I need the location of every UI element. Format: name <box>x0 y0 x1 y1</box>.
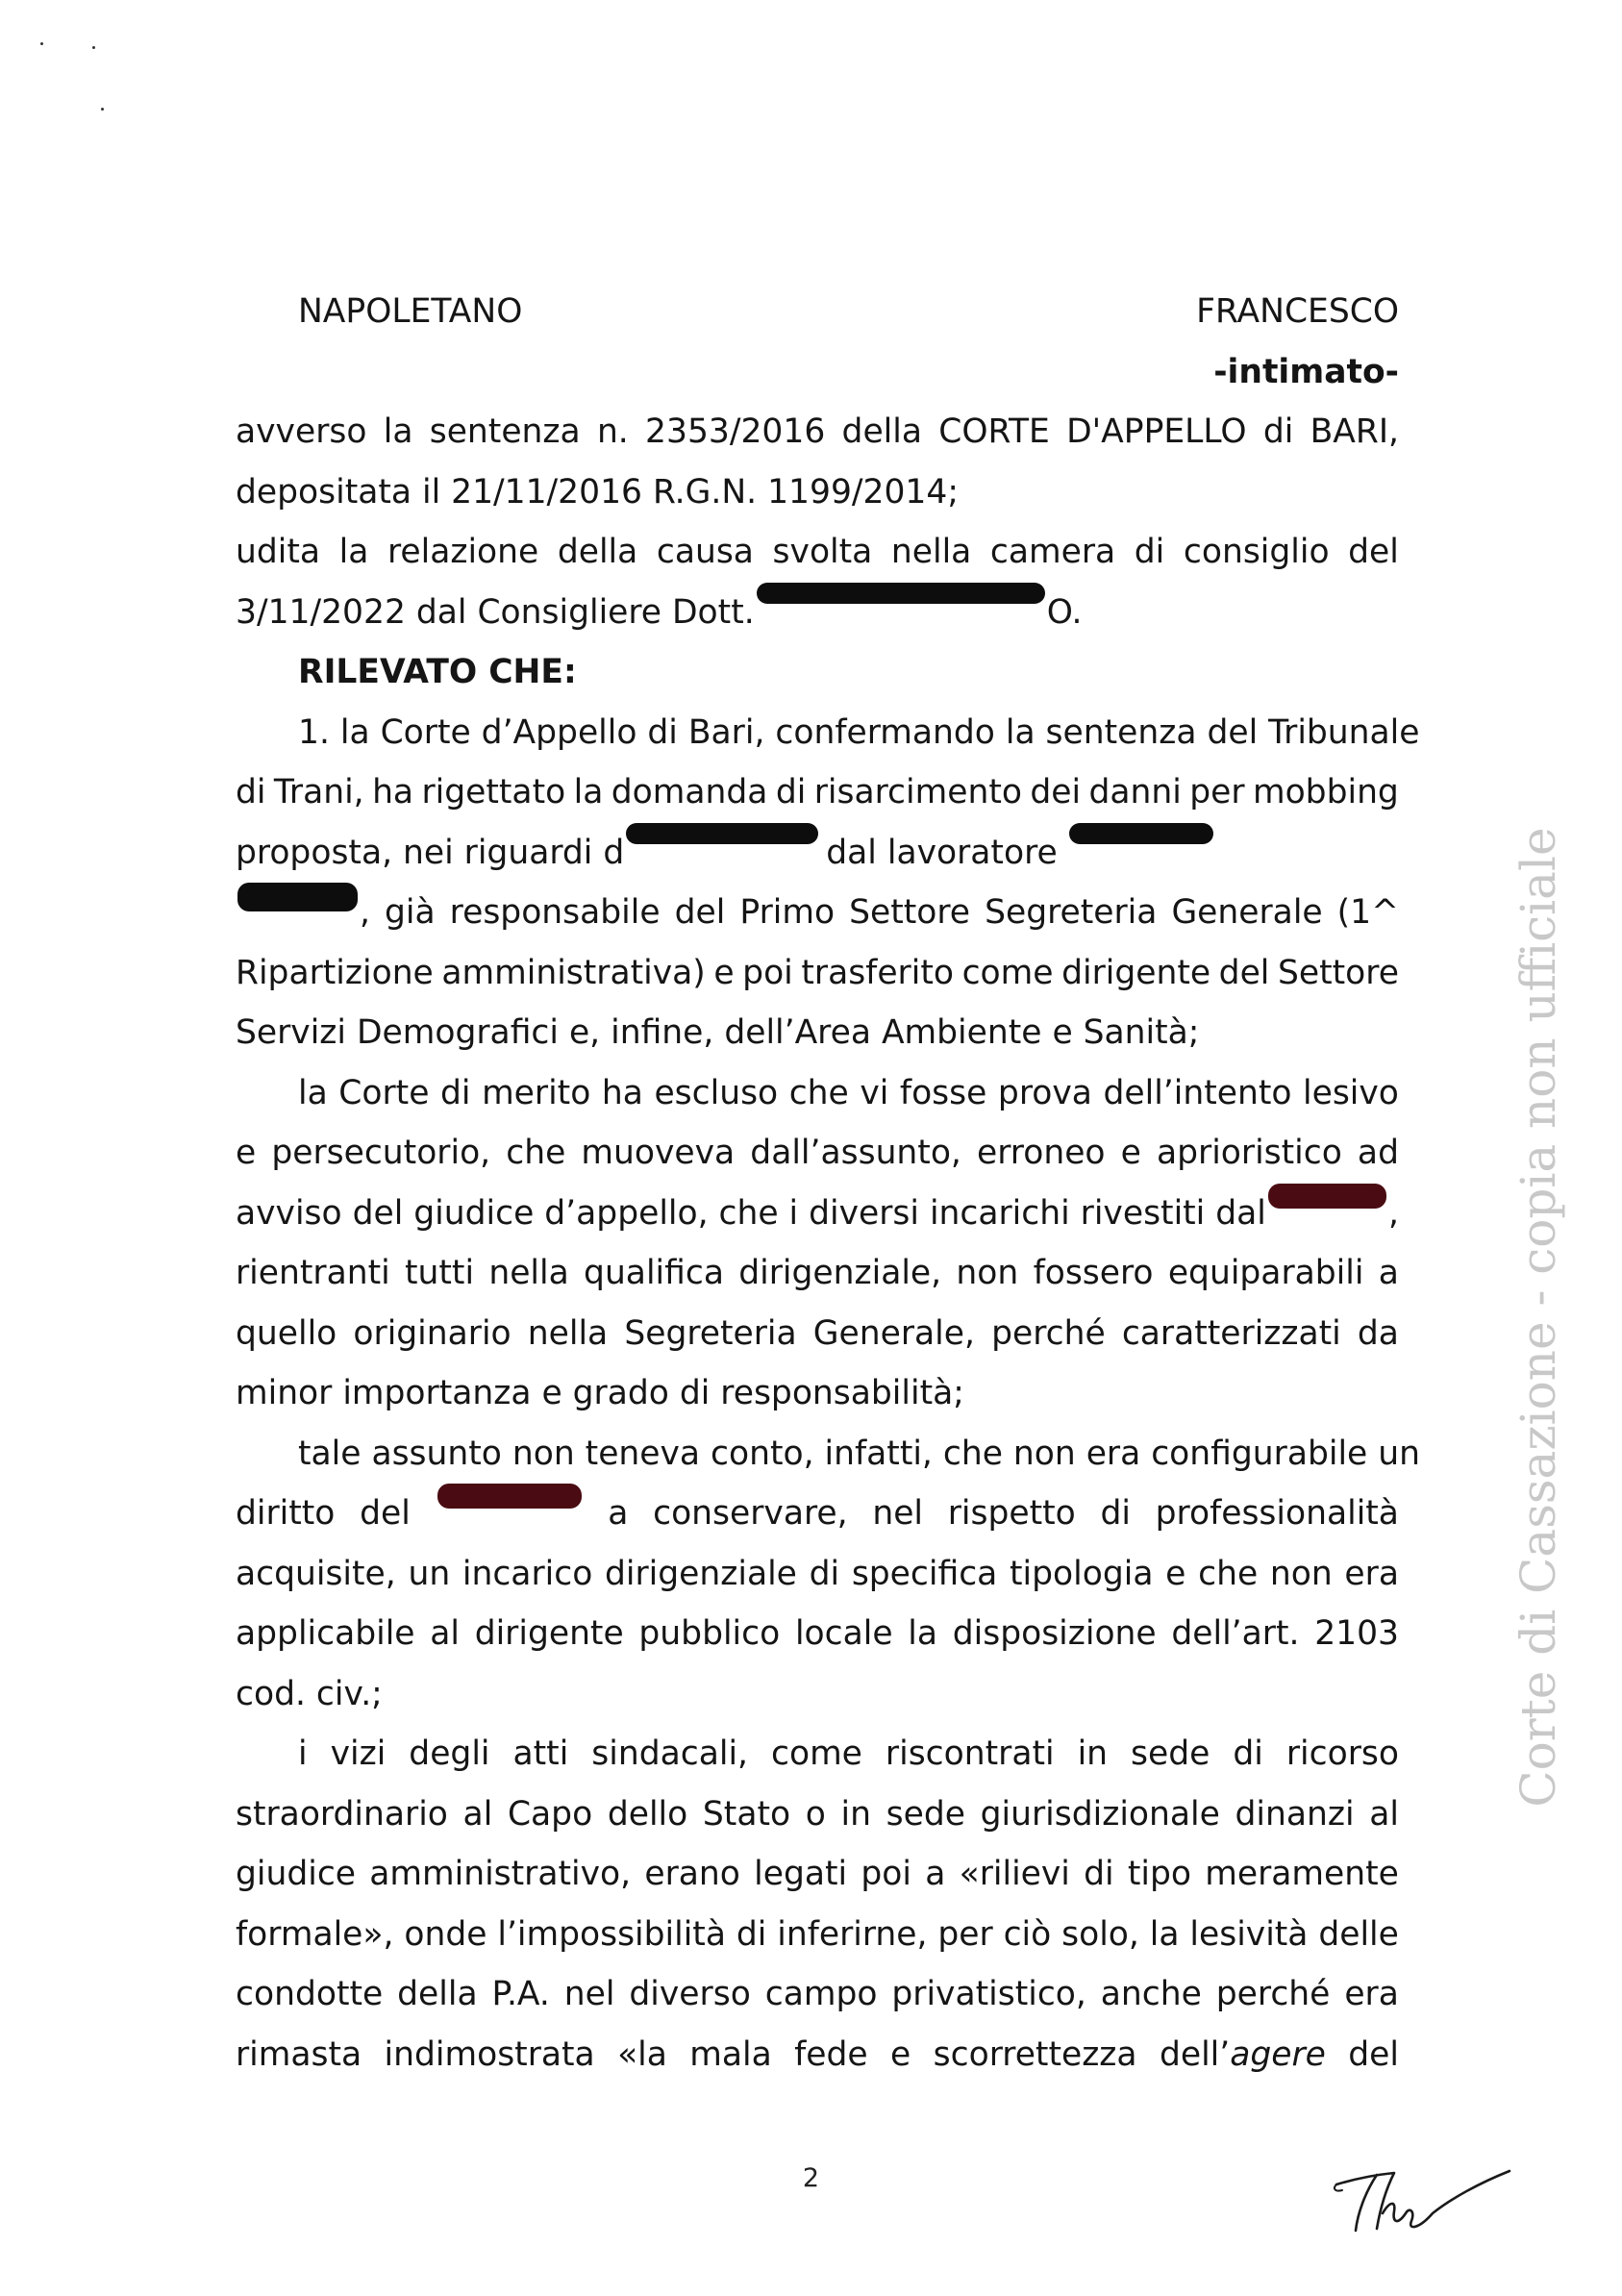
line-word: a <box>1378 1254 1399 1292</box>
line <box>236 703 1420 763</box>
header-party-line <box>298 282 1399 342</box>
line-word: nella <box>890 533 972 571</box>
line-word: diverso <box>629 1975 751 2013</box>
line-word: dirigenziale, <box>738 1254 942 1292</box>
line-word: vi <box>860 1073 889 1112</box>
line-word: cod. civ.; <box>236 1674 383 1713</box>
line-word: Segreteria <box>624 1313 797 1353</box>
line-word: o <box>805 1794 826 1834</box>
line-word: giudice <box>236 1855 357 1893</box>
line <box>236 1304 1399 1364</box>
redaction-mark <box>757 583 1045 604</box>
line-word: i <box>298 1734 308 1773</box>
line-word: danni <box>1088 773 1182 811</box>
line-word: lesività <box>1189 1914 1309 1954</box>
line-word: dell’intento <box>1103 1073 1292 1112</box>
line-word: meramente <box>1205 1855 1399 1893</box>
line-word: tutti <box>405 1254 475 1292</box>
line-word: in <box>1077 1734 1109 1773</box>
italic-word: agere <box>1230 2034 1326 2074</box>
line <box>236 1964 1399 2025</box>
line-word: equiparabili <box>1167 1254 1364 1292</box>
line-text: 3/11/2022 dal Consigliere Dott. <box>236 592 755 632</box>
line-word: atti <box>512 1734 569 1773</box>
line-word: di <box>1134 533 1165 571</box>
line-word: lesivo <box>1303 1073 1399 1112</box>
line-text: dell’ <box>1159 2034 1231 2074</box>
party-name: FRANCESCO <box>1196 292 1399 331</box>
line <box>236 1363 1399 1424</box>
line-word: la <box>573 773 604 811</box>
line-word: era <box>1344 1554 1399 1593</box>
redaction-mark <box>1069 823 1213 844</box>
line-word: mobbing <box>1252 773 1399 811</box>
line-word: del <box>1218 953 1270 992</box>
line-word: udita <box>236 533 321 571</box>
line <box>236 1063 1399 1124</box>
line-word: dirigenziale <box>605 1554 797 1593</box>
line-word: di <box>775 773 807 811</box>
line <box>236 883 1399 943</box>
line-word: Ripartizione <box>236 953 434 992</box>
line-word: al <box>462 1794 493 1834</box>
line-word: fossero <box>1033 1254 1154 1292</box>
line-word: e <box>890 2034 911 2074</box>
line-word: che <box>506 1134 566 1172</box>
line-word: professionalità <box>1155 1494 1399 1533</box>
line-word: amministrativa) <box>441 953 706 992</box>
line-word: straordinario <box>236 1794 448 1834</box>
line-word: relazione <box>387 533 539 571</box>
line-word: mala <box>689 2034 772 2074</box>
scan-speck <box>101 108 104 111</box>
line <box>236 1123 1399 1184</box>
line <box>236 1484 1399 1544</box>
line-word: Generale, <box>812 1313 975 1353</box>
party-role-line <box>236 342 1399 403</box>
line-word: depositata il 21/11/2016 R.G.N. 1199/2014; <box>236 472 959 512</box>
line-word: condotte <box>236 1975 384 2013</box>
line-word: diritto <box>236 1494 336 1533</box>
line-word: dello <box>607 1794 688 1834</box>
line-text: avviso del giudice d’appello, che i diversi incarichi rivestiti dal <box>236 1193 1266 1233</box>
line-word: legati <box>754 1855 848 1893</box>
line-word: la <box>383 412 413 451</box>
line-word: di <box>1262 412 1294 451</box>
redaction-mark <box>626 823 818 844</box>
line-word: da <box>1357 1313 1399 1353</box>
line <box>236 1905 1399 1965</box>
line-word: a <box>925 1855 946 1893</box>
line-word: rispetto <box>947 1494 1076 1533</box>
line-word: del <box>1348 2034 1399 2074</box>
line-word: ad <box>1357 1134 1399 1172</box>
line-word: Servizi Demografici e, infine, dell’Area Ambiente e Sanità; <box>236 1013 1200 1052</box>
line <box>236 1844 1399 1905</box>
line-word: ciò <box>1003 1914 1052 1954</box>
line-word: Capo <box>507 1794 593 1834</box>
line <box>236 1243 1399 1304</box>
line-word: acquisite, <box>236 1554 396 1593</box>
line <box>236 402 1399 462</box>
line-word: consiglio <box>1183 533 1330 571</box>
line-word: poi <box>742 953 793 992</box>
line-word: come <box>771 1734 862 1773</box>
line <box>236 522 1399 583</box>
line-word: che <box>1198 1554 1259 1593</box>
line-word: aprioristico <box>1156 1134 1342 1172</box>
line-word: scorrettezza <box>933 2034 1137 2074</box>
line-word: originario <box>353 1313 512 1353</box>
line-word: ha <box>372 773 414 811</box>
line-word: la <box>908 1614 938 1653</box>
line <box>236 2025 1399 2085</box>
line-word: riscontrati <box>885 1734 1055 1773</box>
section-heading: RILEVATO CHE: <box>298 653 577 691</box>
line-word <box>1160 2025 1326 2085</box>
line-text: dal lavoratore <box>826 833 1058 872</box>
redaction-mark <box>237 883 358 911</box>
line-word: P.A. <box>491 1975 550 2013</box>
line-word: del <box>1348 533 1399 571</box>
line <box>236 1724 1399 1784</box>
line-word: «rilievi <box>959 1855 1070 1893</box>
line-word: 1. la Corte d’Appello di Bari, confermando la sentenza del Tribunale <box>298 712 1420 752</box>
scan-speck <box>92 46 95 49</box>
line-word: al <box>430 1614 460 1653</box>
line-word: domanda <box>611 773 768 811</box>
line-word: Trani, <box>273 773 364 811</box>
line-word: e <box>713 953 735 992</box>
line <box>236 1784 1399 1845</box>
line-word: di <box>1233 1734 1263 1773</box>
line-word: dirigente <box>474 1614 624 1653</box>
line-word: CORTE <box>938 412 1050 451</box>
line <box>236 583 1399 643</box>
line-word: sindacali, <box>591 1734 748 1773</box>
line-word: dei <box>1030 773 1082 811</box>
line-word: al <box>1369 1794 1399 1834</box>
line-word: la <box>338 533 369 571</box>
line-word: della <box>397 1975 478 2013</box>
line-text: , già responsabile del Primo Settore Segreteria Generale (1^ <box>360 893 1399 932</box>
line-word: di <box>440 1073 471 1112</box>
redaction-mark <box>1268 1184 1386 1209</box>
line-word: quello <box>236 1313 337 1353</box>
line-word: onde <box>404 1914 487 1954</box>
line <box>236 1664 1399 1725</box>
line-word: incarico <box>462 1554 593 1593</box>
line-word: nel <box>563 1975 615 2013</box>
line-word: dall’assunto, <box>750 1134 961 1172</box>
line-word: BARI, <box>1310 412 1399 451</box>
line-word: e <box>236 1134 257 1172</box>
line-word: di <box>736 1914 767 1954</box>
line-word: per <box>1189 773 1245 811</box>
line-word: degli <box>409 1734 490 1773</box>
line-word: prova <box>997 1073 1092 1112</box>
line-word: risarcimento <box>813 773 1022 811</box>
party-role: -intimato- <box>1213 352 1399 391</box>
line-word: nella <box>527 1313 609 1353</box>
line-word: amministrativo, <box>369 1855 632 1893</box>
line-word: conservare, <box>653 1494 848 1533</box>
line-word: pubblico <box>638 1614 781 1653</box>
line-word: vizi <box>330 1734 387 1773</box>
line-word: che <box>788 1073 849 1112</box>
line-word: delle <box>1318 1914 1399 1954</box>
line-word: per <box>937 1914 993 1954</box>
line-word: rientranti <box>236 1254 390 1292</box>
line-word: sentenza <box>429 412 581 451</box>
line-word: nella <box>488 1254 569 1292</box>
line <box>236 1424 1420 1485</box>
line-word: e <box>1165 1554 1186 1593</box>
line-word: svolta <box>772 533 873 571</box>
line-word: 2103 <box>1314 1614 1399 1653</box>
line-word: era <box>1344 1975 1399 2013</box>
line-word: locale <box>794 1614 893 1653</box>
line-text: tale assunto non teneva conto, infatti, che non era configurabile un <box>298 1434 1420 1473</box>
line-text: proposta, nei riguardi d <box>236 833 625 872</box>
line <box>236 1003 1399 1063</box>
line <box>236 462 1399 523</box>
line-word: della <box>557 533 638 571</box>
line-word: in <box>840 1794 871 1834</box>
line <box>236 1184 1399 1244</box>
line-word: solo, <box>1061 1914 1139 1954</box>
line-word: indimostrata <box>384 2034 595 2074</box>
line-word: del <box>360 1494 411 1533</box>
line-text: O. <box>1046 592 1083 632</box>
line-text: , <box>1388 1193 1399 1233</box>
line-word: fosse <box>899 1073 987 1112</box>
line-word: nel <box>872 1494 924 1533</box>
section-heading-line <box>236 642 1399 703</box>
line-word: specifica <box>851 1554 998 1593</box>
line-word: Stato <box>702 1794 791 1834</box>
line-word: causa <box>656 533 754 571</box>
redaction-mark <box>437 1484 582 1509</box>
line-word: poi <box>861 1855 911 1893</box>
line-word: rimasta <box>236 2034 362 2074</box>
line-word: erano <box>644 1855 740 1893</box>
line-word: rigettato <box>421 773 566 811</box>
line-word: dinanzi <box>1235 1794 1355 1834</box>
line-word: formale», <box>236 1914 394 1954</box>
party-surname: NAPOLETANO <box>298 292 523 331</box>
line <box>236 1604 1399 1664</box>
line-word: a <box>608 1494 629 1533</box>
document-body <box>236 282 1420 2084</box>
line-word: escluso <box>654 1073 779 1112</box>
scan-speck <box>40 42 43 45</box>
line-word: sede <box>886 1794 965 1834</box>
page-number: 2 <box>802 2163 820 2193</box>
line-word: merito <box>482 1073 591 1112</box>
line-word: di <box>809 1554 840 1593</box>
line-word: tipologia <box>1010 1554 1154 1593</box>
line-word: n. <box>596 412 629 451</box>
signature-icon <box>1327 2154 1519 2240</box>
line-word: come <box>961 953 1054 992</box>
line-word: privatistico, <box>891 1975 1086 2013</box>
line-word: camera <box>989 533 1116 571</box>
line-word: erroneo <box>977 1134 1106 1172</box>
line-word: minor importanza e grado di responsabilità; <box>236 1374 964 1412</box>
line <box>236 943 1399 1004</box>
line-word: «la <box>617 2034 667 2074</box>
line-word: disposizione <box>952 1614 1157 1653</box>
line-word: dirigente <box>1061 953 1211 992</box>
line <box>236 762 1399 823</box>
line-word: ricorso <box>1285 1734 1399 1773</box>
line-word: l’impossibilità <box>497 1914 726 1954</box>
line-word: della <box>841 412 922 451</box>
line-word: non <box>1269 1554 1333 1593</box>
line-word: Settore <box>1277 953 1399 992</box>
line-word: trasferito <box>801 953 954 992</box>
line-word: applicabile <box>236 1614 415 1653</box>
line-word: sede <box>1131 1734 1210 1773</box>
line-word: persecutorio, <box>271 1134 491 1172</box>
line-word: e <box>1120 1134 1141 1172</box>
line <box>236 823 1399 884</box>
line-word: 2353/2016 <box>645 412 826 451</box>
line-word: un <box>408 1554 451 1593</box>
line-word: di <box>1084 1855 1114 1893</box>
line-word: anche <box>1100 1975 1202 2013</box>
line-word: dell’art. <box>1171 1614 1300 1653</box>
line-word: perché <box>1215 1975 1331 2013</box>
line-word: avverso <box>236 412 367 451</box>
line-word: tipo <box>1127 1855 1192 1893</box>
line-word: di <box>1100 1494 1131 1533</box>
line-word: fede <box>794 2034 868 2074</box>
watermark: Corte di Cassazione - copia non ufficiale <box>1510 827 1566 1808</box>
line-word: campo <box>764 1975 878 2013</box>
line-word: caratterizzati <box>1121 1313 1341 1353</box>
line-word: di <box>236 773 266 811</box>
line-word: ha <box>601 1073 643 1112</box>
line-word: qualifica <box>584 1254 724 1292</box>
line-word: muoveva <box>581 1134 736 1172</box>
line-word: inferirne, <box>777 1914 928 1954</box>
line-word: giurisdizionale <box>980 1794 1220 1834</box>
line-word: D'APPELLO <box>1066 412 1247 451</box>
line-word: non <box>956 1254 1019 1292</box>
line <box>236 1544 1399 1605</box>
line-word: la <box>1149 1914 1180 1954</box>
line-word: Corte <box>338 1073 430 1112</box>
line-word: perché <box>991 1313 1106 1353</box>
line-word: la <box>298 1073 328 1112</box>
